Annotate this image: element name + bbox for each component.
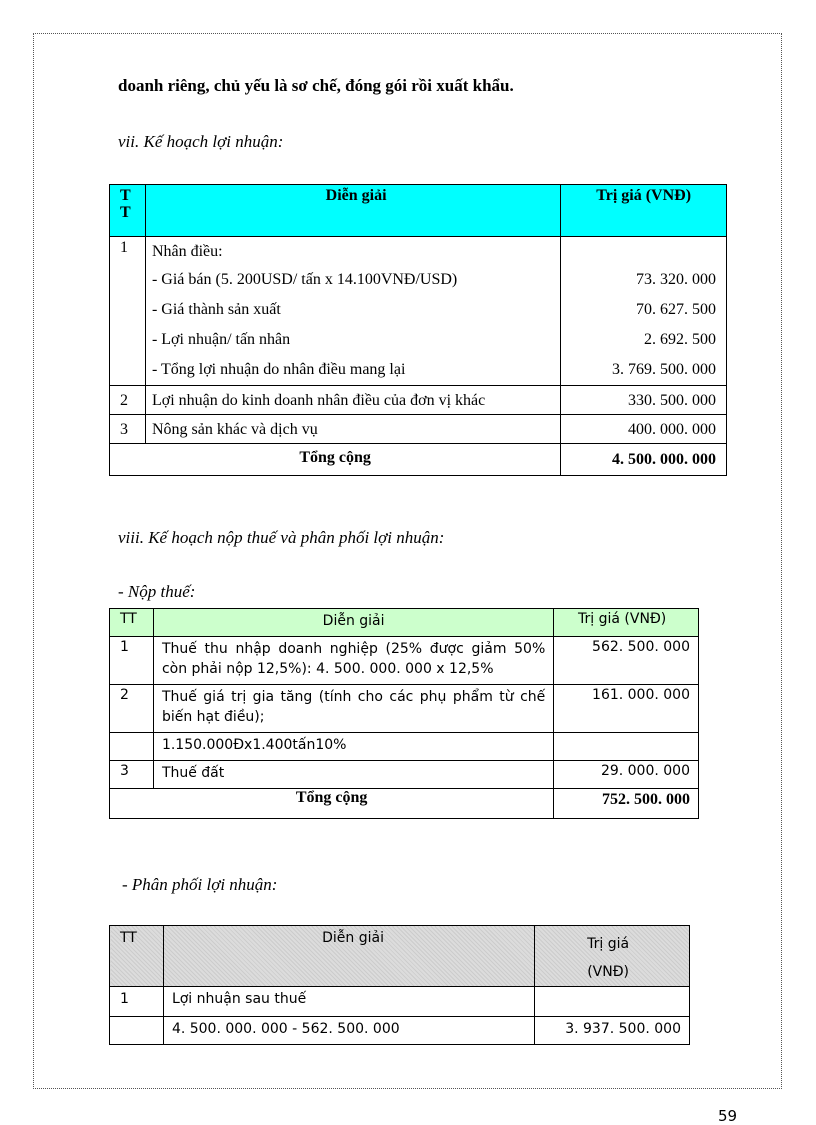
total-label: Tổng cộng: [110, 789, 554, 819]
total-value: 4. 500. 000. 000: [561, 444, 727, 476]
row-description: Nông sản khác và dịch vụ: [145, 415, 560, 444]
header-value: Trị giá (VNĐ): [561, 185, 727, 237]
row-values: [561, 237, 727, 386]
total-row: [110, 789, 699, 819]
table-row: [110, 685, 699, 733]
row-value: 562. 500. 000: [554, 637, 699, 685]
header-tt: TT: [110, 609, 154, 637]
table-row: [110, 761, 699, 789]
tax-heading: - Nộp thuế:: [118, 582, 196, 601]
row-tt: 1: [110, 637, 154, 685]
item-line: - Tổng lợi nhuận do nhân điều mang lại: [151, 361, 406, 378]
row-description: [145, 237, 560, 386]
row-value: 3. 937. 500. 000: [535, 1017, 690, 1045]
section-vii-heading: vii. Kế hoạch lợi nhuận:: [118, 132, 284, 151]
header-value-line1: Trị giá: [587, 936, 630, 952]
total-label: Tổng cộng: [110, 444, 561, 476]
item-title: Nhân điều:: [151, 243, 223, 260]
row-tt: 2: [110, 386, 146, 415]
row-value: [535, 987, 690, 1017]
table-row: [110, 987, 690, 1017]
table-row: [110, 386, 727, 415]
row-value: 400. 000. 000: [561, 415, 727, 444]
row-description: 1.150.000Đx1.400tấn10%: [153, 733, 553, 761]
table-row: [110, 637, 699, 685]
table-row: [110, 237, 727, 386]
section-viii-heading: viii. Kế hoạch nộp thuế và phân phối lợi nhuận:: [118, 528, 445, 547]
row-description: Thuế thu nhập doanh nghiệp (25% được giảm 50% còn phải nộp 12,5%): 4. 500. 000. 000 x 12,5%: [153, 637, 553, 685]
row-description: Thuế đất: [153, 761, 553, 789]
item-line: - Giá bán (5. 200USD/ tấn x 14.100VNĐ/USD): [151, 271, 458, 288]
row-tt: 1: [110, 987, 164, 1017]
row-value: 29. 000. 000: [554, 761, 699, 789]
item-value: 73. 320. 000: [636, 271, 716, 288]
header-tt: TT: [110, 926, 164, 987]
row-tt: [110, 1017, 164, 1045]
table-row: [110, 1017, 690, 1045]
profit-plan-table: [109, 184, 727, 476]
table-row: [110, 733, 699, 761]
item-value: 2. 692. 500: [644, 331, 716, 348]
row-value: 161. 000. 000: [554, 685, 699, 733]
table-header-row: [110, 185, 727, 237]
intro-paragraph: doanh riêng, chủ yếu là sơ chế, đóng gói rồi xuất khẩu.: [118, 76, 514, 95]
header-description: Diễn giải: [153, 609, 553, 637]
tax-table: [109, 608, 699, 819]
header-description: Diễn giải: [163, 926, 534, 987]
row-tt: 3: [110, 761, 154, 789]
total-value: 752. 500. 000: [554, 789, 699, 819]
item-line: - Lợi nhuận/ tấn nhân: [151, 331, 291, 348]
page-number: 59: [718, 1107, 738, 1125]
row-value: [554, 733, 699, 761]
row-tt: 1: [110, 237, 146, 386]
header-value-line2: (VNĐ): [587, 964, 630, 980]
row-description: Thuế giá trị gia tăng (tính cho các phụ phẩm từ chế biến hạt điều);: [153, 685, 553, 733]
item-value: 70. 627. 500: [636, 301, 716, 318]
distribution-heading: - Phân phối lợi nhuận:: [122, 875, 278, 894]
table-header-row: [110, 609, 699, 637]
row-value: 330. 500. 000: [561, 386, 727, 415]
row-description: Lợi nhuận sau thuế: [163, 987, 534, 1017]
row-description: Lợi nhuận do kinh doanh nhân điều của đơn vị khác: [145, 386, 560, 415]
header-tt: T T: [110, 185, 146, 237]
row-description: 4. 500. 000. 000 - 562. 500. 000: [163, 1017, 534, 1045]
header-value: [535, 926, 690, 987]
row-tt: [110, 733, 154, 761]
item-line: - Giá thành sản xuất: [151, 301, 281, 318]
row-tt: 2: [110, 685, 154, 733]
table-header-row: [110, 926, 690, 987]
header-description: Diễn giải: [145, 185, 560, 237]
item-value: 3. 769. 500. 000: [612, 361, 716, 378]
table-row: [110, 415, 727, 444]
total-row: [110, 444, 727, 476]
profit-distribution-table: [109, 925, 690, 1045]
header-value: Trị giá (VNĐ): [554, 609, 699, 637]
row-tt: 3: [110, 415, 146, 444]
